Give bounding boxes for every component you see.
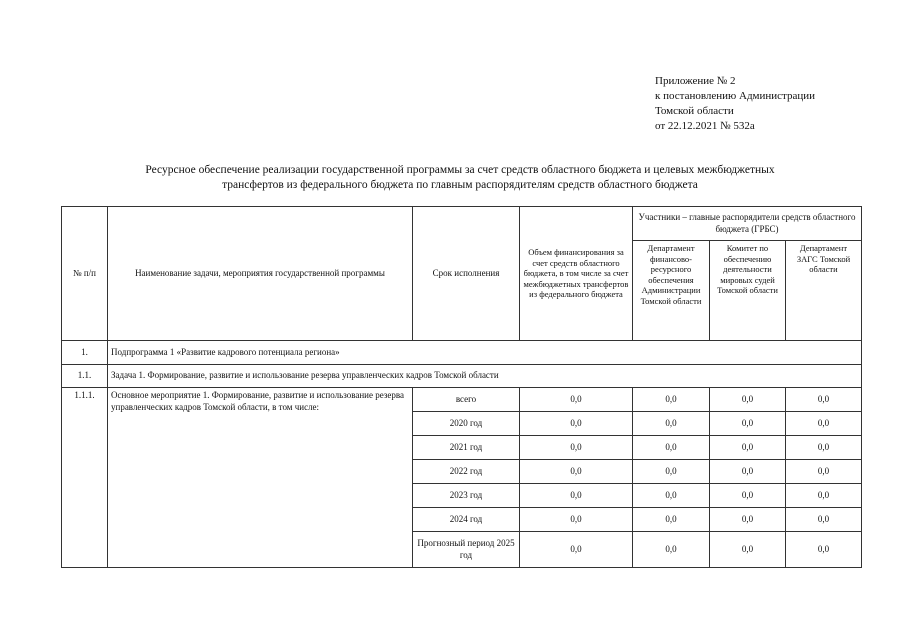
header-committee: Комитет по обеспечению деятельности мировых судей Томской области: [710, 241, 786, 341]
committee-cell: 0,0: [710, 436, 786, 460]
finance-cell: 0,0: [633, 436, 710, 460]
measure-title: Основное мероприятие 1. Формирование, развитие и использование резерва управленческих кадров Томской области, в том числе:: [108, 388, 413, 568]
finance-cell: 0,0: [633, 508, 710, 532]
term-cell: 2023 год: [413, 484, 520, 508]
zags-cell: 0,0: [786, 460, 862, 484]
term-cell: Прогнозный период 2025 год: [413, 532, 520, 568]
header-dept-zags: Департамент ЗАГС Томской области: [786, 241, 862, 341]
committee-cell: 0,0: [710, 460, 786, 484]
committee-cell: 0,0: [710, 412, 786, 436]
header-volume: Объем финансирования за счет средств областного бюджета, в том числе за счет межбюджетных трансфертов из федерального бюджета: [520, 207, 633, 341]
volume-cell: 0,0: [520, 508, 633, 532]
row-num: 1.1.1.: [62, 388, 108, 568]
appendix-line: Томской области: [655, 105, 734, 117]
finance-cell: 0,0: [633, 412, 710, 436]
volume-cell: 0,0: [520, 484, 633, 508]
zags-cell: 0,0: [786, 484, 862, 508]
header-num: № п/п: [62, 207, 108, 341]
resource-table: [61, 206, 862, 568]
zags-cell: 0,0: [786, 412, 862, 436]
subprogram-row: [62, 341, 862, 365]
committee-cell: 0,0: [710, 508, 786, 532]
volume-cell: 0,0: [520, 436, 633, 460]
row-num: 1.1.: [62, 365, 108, 388]
finance-cell: 0,0: [633, 484, 710, 508]
volume-cell: 0,0: [520, 412, 633, 436]
header-dept-finance: Департамент финансово-ресурсного обеспечения Администрации Томской области: [633, 241, 710, 341]
header-name: Наименование задачи, мероприятия государственной программы: [108, 207, 413, 341]
task-row: [62, 365, 862, 388]
row-num: 1.: [62, 341, 108, 365]
committee-cell: 0,0: [710, 388, 786, 412]
zags-cell: 0,0: [786, 436, 862, 460]
term-cell: 2020 год: [413, 412, 520, 436]
finance-cell: 0,0: [633, 532, 710, 568]
term-cell: 2021 год: [413, 436, 520, 460]
appendix-block: [655, 74, 815, 134]
committee-cell: 0,0: [710, 484, 786, 508]
volume-cell: 0,0: [520, 388, 633, 412]
appendix-date-line: от 22.12.2021 № 532а: [655, 120, 755, 132]
header-participants: Участники – главные распорядители средств областного бюджета (ГРБС): [633, 207, 862, 241]
zags-cell: 0,0: [786, 388, 862, 412]
appendix-line: Приложение № 2: [655, 75, 736, 87]
volume-cell: 0,0: [520, 460, 633, 484]
zags-cell: 0,0: [786, 532, 862, 568]
measure-row: [62, 388, 862, 412]
committee-cell: 0,0: [710, 532, 786, 568]
document-title: [60, 163, 860, 193]
task-title: Задача 1. Формирование, развитие и использование резерва управленческих кадров Томской области: [108, 365, 862, 388]
term-cell: 2022 год: [413, 460, 520, 484]
title-line: Ресурсное обеспечение реализации государственной программы за счет средств областного бюджета и целевых межбюджетных: [145, 164, 775, 176]
header-row: [62, 207, 862, 241]
subprogram-title: Подпрограмма 1 «Развитие кадрового потенциала региона»: [108, 341, 862, 365]
title-line: трансфертов из федерального бюджета по главным распорядителям средств областного бюджета: [222, 179, 698, 191]
appendix-line: к постановлению Администрации: [655, 90, 816, 102]
term-cell: 2024 год: [413, 508, 520, 532]
header-term: Срок исполнения: [413, 207, 520, 341]
term-cell: всего: [413, 388, 520, 412]
volume-cell: 0,0: [520, 532, 633, 568]
finance-cell: 0,0: [633, 388, 710, 412]
finance-cell: 0,0: [633, 460, 710, 484]
zags-cell: 0,0: [786, 508, 862, 532]
